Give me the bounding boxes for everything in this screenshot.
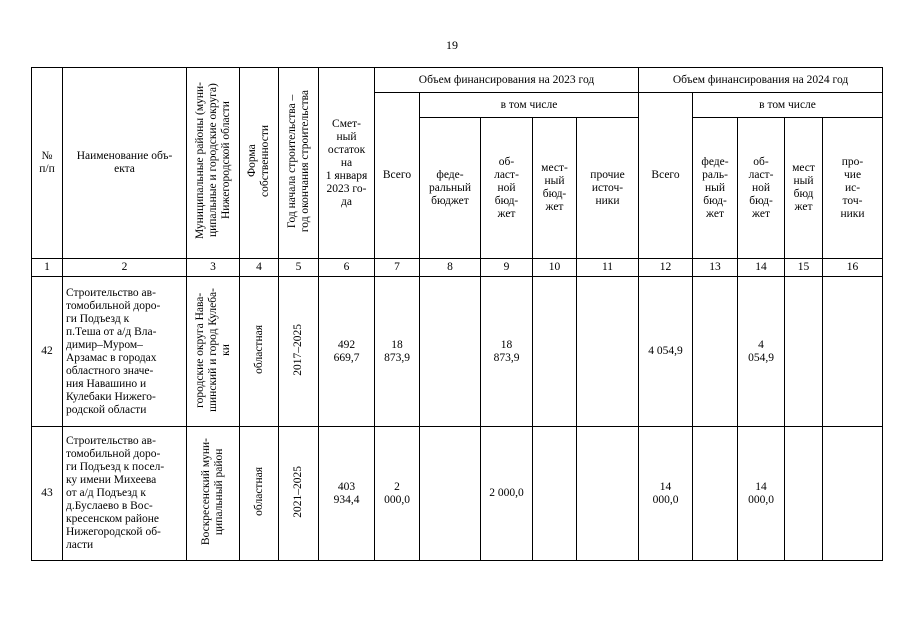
header-regional-2024: об- ласт- ной бюд- жет [738,118,785,259]
col-number: 9 [481,259,533,277]
header-total-2024: Всего [639,93,693,259]
row-num: 43 [32,427,63,561]
column-number-row [32,259,883,277]
row-remainder: 492 669,7 [319,277,375,427]
row-local-2024 [785,277,823,427]
header-name: Наименование объ- екта [63,68,187,259]
row-local-2023 [533,427,577,561]
header-remainder: Смет- ный остаток на 1 января 2023 го- да [319,68,375,259]
table-row [32,427,883,561]
row-regional-2024: 14 000,0 [738,427,785,561]
row-other-2024 [823,277,883,427]
row-years: 2021–2025 [279,427,319,561]
row-object-name: Строительство ав- томобильной доро- ги Подъезд к посел- ку имени Михеева от а/д Подъезд к д.Буслаево в Вос- кресенском районе Нижегородской об- ласти [63,427,187,561]
col-number: 13 [693,259,738,277]
col-number: 12 [639,259,693,277]
row-other-2023 [577,277,639,427]
row-regional-2023: 18 873,9 [481,277,533,427]
row-total-2023: 18 873,9 [375,277,420,427]
row-other-2024 [823,427,883,561]
row-regional-2024: 4 054,9 [738,277,785,427]
header-federal-2023: феде- ральный бюджет [420,118,481,259]
header-local-2023: мест- ный бюд- жет [533,118,577,259]
row-total-2023: 2 000,0 [375,427,420,561]
col-number: 7 [375,259,420,277]
row-ownership: областная [240,427,279,561]
col-number: 14 [738,259,785,277]
col-number: 15 [785,259,823,277]
col-number: 10 [533,259,577,277]
header-incl-2023: в том числе [420,93,639,118]
row-federal-2024 [693,427,738,561]
row-ownership: областная [240,277,279,427]
col-number: 4 [240,259,279,277]
header-total-2023: Всего [375,93,420,259]
col-number: 8 [420,259,481,277]
header-local-2024: мест ный бюд жет [785,118,823,259]
col-number: 1 [32,259,63,277]
row-num: 42 [32,277,63,427]
header-years: Год начала строительства – год окончания строительства [279,68,319,259]
header-federal-2024: феде- раль- ный бюд- жет [693,118,738,259]
table-row [32,277,883,427]
header-districts: Муниципальные районы (муни- ципальные и городские округа) Нижегородской области [187,68,240,259]
row-federal-2024 [693,277,738,427]
row-object-name: Строительство ав- томобильной доро- ги Подъезд к п.Теша от а/д Вла- димир–Муром– Арзамас в городах областного значе- ния Навашино и Кулебаки Нижего- родской области [63,277,187,427]
row-federal-2023 [420,277,481,427]
row-regional-2023: 2 000,0 [481,427,533,561]
header-other-2023: прочие источ- ники [577,118,639,259]
row-other-2023 [577,427,639,561]
row-district: городские округа Нава- шинский и город Кулеба- ки [187,277,240,427]
row-years: 2017–2025 [279,277,319,427]
row-local-2023 [533,277,577,427]
row-district: Воскресенский муни- ципальный район [187,427,240,561]
col-number: 16 [823,259,883,277]
row-total-2024: 14 000,0 [639,427,693,561]
header-num: № п/п [32,68,63,259]
col-number: 2 [63,259,187,277]
col-number: 11 [577,259,639,277]
row-remainder: 403 934,4 [319,427,375,561]
header-ownership: Форма собственности [240,68,279,259]
header-other-2024: про- чие ис- точ- ники [823,118,883,259]
page-number: 19 [446,38,458,52]
row-local-2024 [785,427,823,561]
header-incl-2024: в том числе [693,93,883,118]
col-number: 6 [319,259,375,277]
header-regional-2023: об- ласт- ной бюд- жет [481,118,533,259]
col-number: 5 [279,259,319,277]
row-federal-2023 [420,427,481,561]
header-fin-2023: Объем финансирования на 2023 год [375,68,639,93]
header-fin-2024: Объем финансирования на 2024 год [639,68,883,93]
row-total-2024: 4 054,9 [639,277,693,427]
financing-table [31,67,883,561]
col-number: 3 [187,259,240,277]
